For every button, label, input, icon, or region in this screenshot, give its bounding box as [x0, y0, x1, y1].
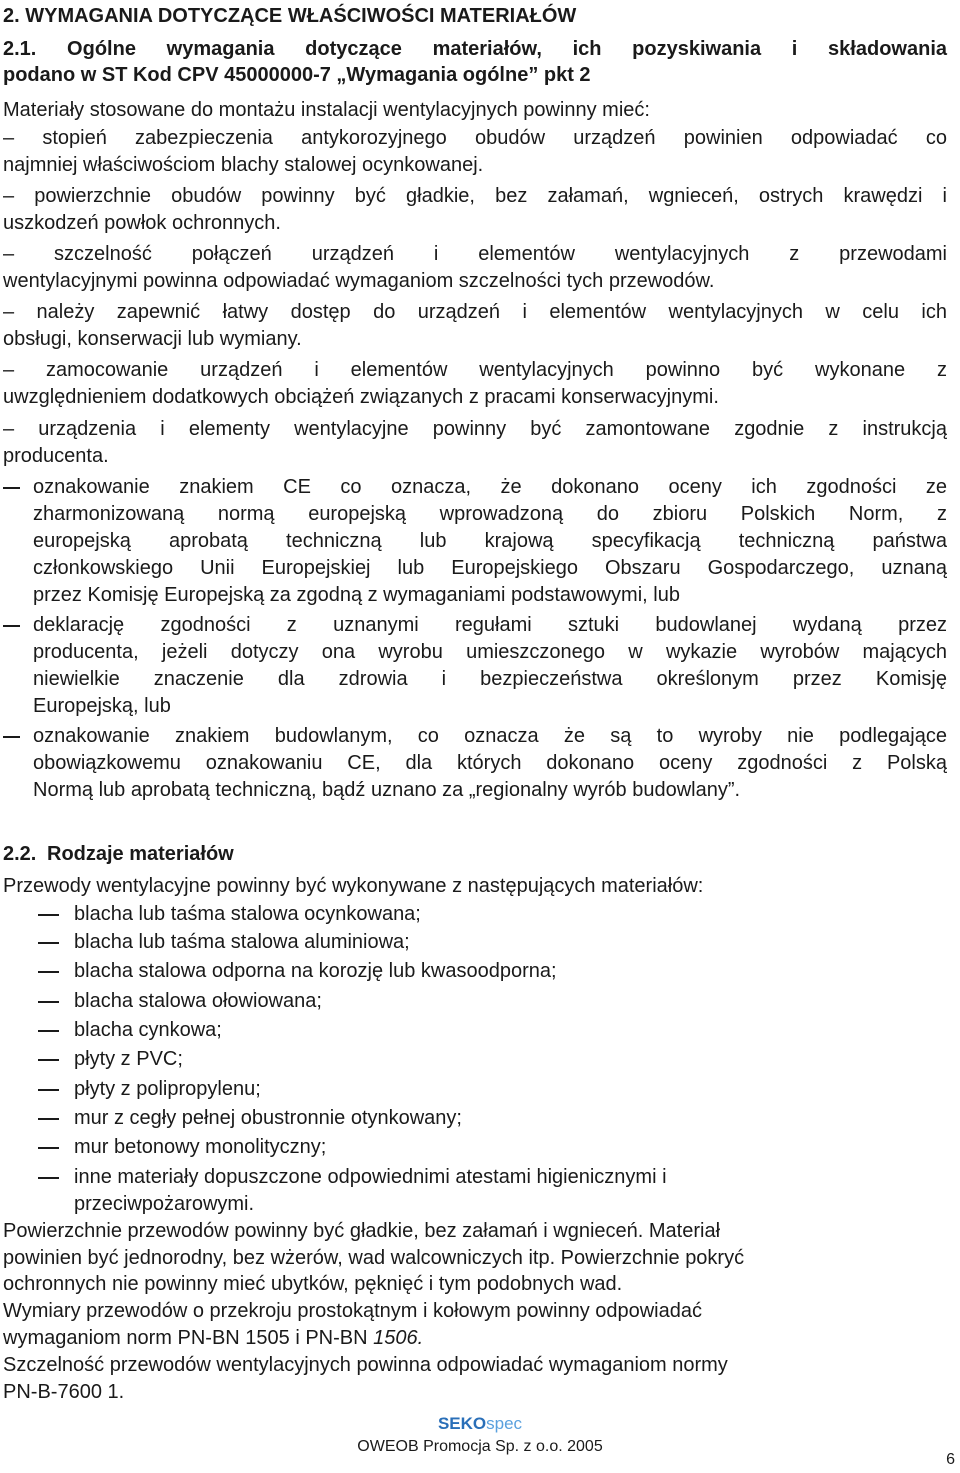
- material-item: [0, 901, 421, 928]
- material-label: blacha stalowa ołowiowana;: [74, 990, 322, 1012]
- material-label: mur z cegły pełnej obustronnie otynkowany;: [74, 1107, 462, 1129]
- norm-text: wymaganiom norm PN-BN 1505 i PN-BN: [3, 1326, 374, 1349]
- marking-item: [0, 474, 947, 609]
- dash-bullet-icon: [38, 942, 59, 944]
- requirement-item: [3, 183, 947, 237]
- requirement-item: [3, 125, 947, 179]
- material-item: [0, 1017, 222, 1044]
- requirement-line: – urządzenia i elementy wentylacyjne powinny być zamontowane zgodnie z instrukcją: [3, 418, 947, 440]
- requirement-line: – szczelność połączeń urządzeń i elementów wentylacyjnych z przewodami: [3, 243, 947, 265]
- paragraph-line: Powierzchnie przewodów powinny być gładkie, bez załamań i wgnieceń. Materiał: [3, 1220, 721, 1242]
- material-label: przeciwpożarowymi.: [74, 1193, 255, 1215]
- material-label: płyty z PVC;: [74, 1048, 183, 1070]
- material-item: [0, 1164, 667, 1218]
- dash-bullet-icon: [3, 625, 20, 627]
- marking-line: przez Komisję Europejską za zgodną z wymaganiami podstawowymi, lub: [33, 584, 680, 606]
- requirement-line: – stopień zabezpieczenia antykorozyjnego obudów urządzeń powinien odpowiadać co: [3, 127, 947, 149]
- dash-bullet-icon: [38, 1001, 59, 1003]
- paragraph-line: Szczelność przewodów wentylacyjnych powinna odpowiadać wymaganiom normy: [3, 1354, 728, 1376]
- material-label: blacha cynkowa;: [74, 1019, 222, 1041]
- dash-bullet-icon: [38, 914, 59, 916]
- surface-paragraph: [3, 1218, 744, 1298]
- material-item: [0, 1134, 326, 1161]
- requirement-line: – należy zapewnić łatwy dostęp do urządzeń i elementów wentylacyjnych w celu ich: [3, 301, 947, 323]
- dash-bullet-icon: [38, 1059, 59, 1061]
- section-number: 2.2.: [3, 843, 37, 865]
- requirement-item: [3, 241, 947, 295]
- section-2-1-title-line: 2.1. Ogólne wymagania dotyczące materiałów, ich pozyskiwania i składowania: [3, 38, 947, 60]
- material-item: [0, 929, 410, 956]
- page-number: 6: [946, 1451, 955, 1468]
- paragraph-line: PN-B-7600 1.: [3, 1380, 125, 1403]
- dash-bullet-icon: [38, 1147, 59, 1149]
- material-item: [0, 958, 557, 985]
- paragraph-line: ochronnych nie powinny mieć ubytków, pęknięć i tym podobnych wad.: [3, 1273, 623, 1295]
- logo-part-seko: SEKO: [437, 1414, 487, 1433]
- requirement-item: [3, 416, 947, 470]
- section-title: Rodzaje materiałów: [47, 843, 234, 865]
- paragraph-line: Wymiary przewodów o przekroju prostokątnym i kołowym powinny odpowiadać: [3, 1300, 702, 1322]
- footer-company: OWEOB Promocja Sp. z o.o. 2005: [357, 1438, 603, 1455]
- marking-line: oznakowanie znakiem budowlanym, co oznacza że są to wyroby nie podlegające: [33, 725, 947, 747]
- material-item: [0, 1105, 462, 1132]
- paragraph-line: powinien być jednorodny, bez wżerów, wad walcowniczych itp. Powierzchnie pokryć: [3, 1246, 745, 1269]
- material-item: [0, 1046, 183, 1073]
- requirement-line: – powierzchnie obudów powinny być gładkie, bez załamań, wgnieceń, ostrych krawędzi i: [3, 185, 947, 207]
- material-label: blacha lub taśma stalowa ocynkowana;: [74, 903, 421, 925]
- section-2-1-title-line: podano w ST Kod CPV 45000000-7 „Wymagania ogólne” pkt 2: [3, 64, 591, 86]
- marking-line: oznakowanie znakiem CE co oznacza, że dokonano oceny ich zgodności ze: [33, 476, 947, 498]
- marking-line: deklarację zgodności z uznanymi regułami sztuki budowlanej wydaną przez: [33, 614, 947, 636]
- dash-bullet-icon: [38, 1118, 59, 1120]
- marking-line: członkowskiego Unii Europejskiej lub Europejskiego Obszaru Gospodarczego, uznaną: [33, 557, 947, 579]
- material-label: płyty z polipropylenu;: [74, 1078, 261, 1100]
- section-heading: 2. WYMAGANIA DOTYCZĄCE WŁAŚCIWOŚCI MATERIAŁÓW: [3, 5, 577, 27]
- dash-bullet-icon: [3, 487, 20, 489]
- requirement-line: wentylacyjnymi powinna odpowiadać wymaganiom szczelności tych przewodów.: [3, 270, 715, 292]
- requirement-line: obsługi, konserwacji lub wymiany.: [3, 328, 302, 350]
- section-2-1-title: [3, 36, 947, 88]
- paragraph-line: [3, 1325, 702, 1352]
- marking-line: obowiązkowemu oznakowaniu CE, dla których dokonano oceny zgodności z Polską: [33, 752, 947, 774]
- dash-bullet-icon: [38, 1177, 59, 1179]
- material-label: inne materiały dopuszczone odpowiednimi atestami higienicznymi i: [74, 1166, 667, 1188]
- norm-number-italic: 1506.: [373, 1326, 424, 1349]
- marking-line: Europejską, lub: [33, 695, 171, 717]
- section-2-2-intro: Przewody wentylacyjne powinny być wykonywane z następujących materiałów:: [3, 875, 704, 897]
- material-label: mur betonowy monolityczny;: [74, 1136, 327, 1158]
- dimensions-paragraph: [3, 1298, 702, 1351]
- section-2-2-heading: [3, 841, 234, 868]
- tightness-paragraph: [3, 1352, 728, 1405]
- marking-line: niewielkie znaczenie dla zdrowia i bezpieczeństwa określonym przez Komisję: [33, 668, 947, 690]
- requirement-line: – zamocowanie urządzeń i elementów wentylacyjnych powinno być wykonane z: [3, 359, 947, 381]
- marking-line: producenta, jeżeli dotyczy ona wyrobu umieszczonego w wykazie wyrobów mających: [33, 641, 947, 663]
- requirement-line: uszkodzeń powłok ochronnych.: [3, 212, 281, 234]
- section-2-1-intro: Materiały stosowane do montażu instalacji wentylacyjnych powinny mieć:: [3, 99, 650, 121]
- marking-line: europejską aprobatą techniczną lub krajową specyfikacją techniczną państwa: [33, 530, 947, 552]
- marking-item: [0, 612, 947, 720]
- dash-bullet-icon: [3, 736, 20, 738]
- material-item: [0, 1076, 261, 1103]
- requirement-item: [3, 357, 947, 411]
- dash-bullet-icon: [38, 1030, 59, 1032]
- requirement-line: najmniej właściwościom blachy stalowej ocynkowanej.: [3, 154, 484, 176]
- requirement-item: [3, 299, 947, 353]
- marking-line: Normą lub aprobatą techniczną, bądź uznano za „regionalny wyrób budowlany”.: [33, 779, 741, 801]
- requirement-line: uwzględnieniem dodatkowych obciążeń związanych z pracami konserwacyjnymi.: [3, 386, 719, 408]
- material-label: blacha stalowa odporna na korozję lub kwasoodporna;: [74, 960, 557, 982]
- marking-line: zharmonizowaną normą europejską wprowadzoną do zbioru Polskich Norm, z: [33, 503, 947, 525]
- dash-bullet-icon: [38, 971, 59, 973]
- requirement-line: producenta.: [3, 445, 109, 467]
- footer-logo: [0, 1414, 960, 1434]
- material-item: [0, 988, 322, 1015]
- marking-item: [0, 723, 947, 804]
- dash-bullet-icon: [38, 1089, 59, 1091]
- logo-part-spec: spec: [486, 1414, 523, 1433]
- material-label: blacha lub taśma stalowa aluminiowa;: [74, 931, 410, 953]
